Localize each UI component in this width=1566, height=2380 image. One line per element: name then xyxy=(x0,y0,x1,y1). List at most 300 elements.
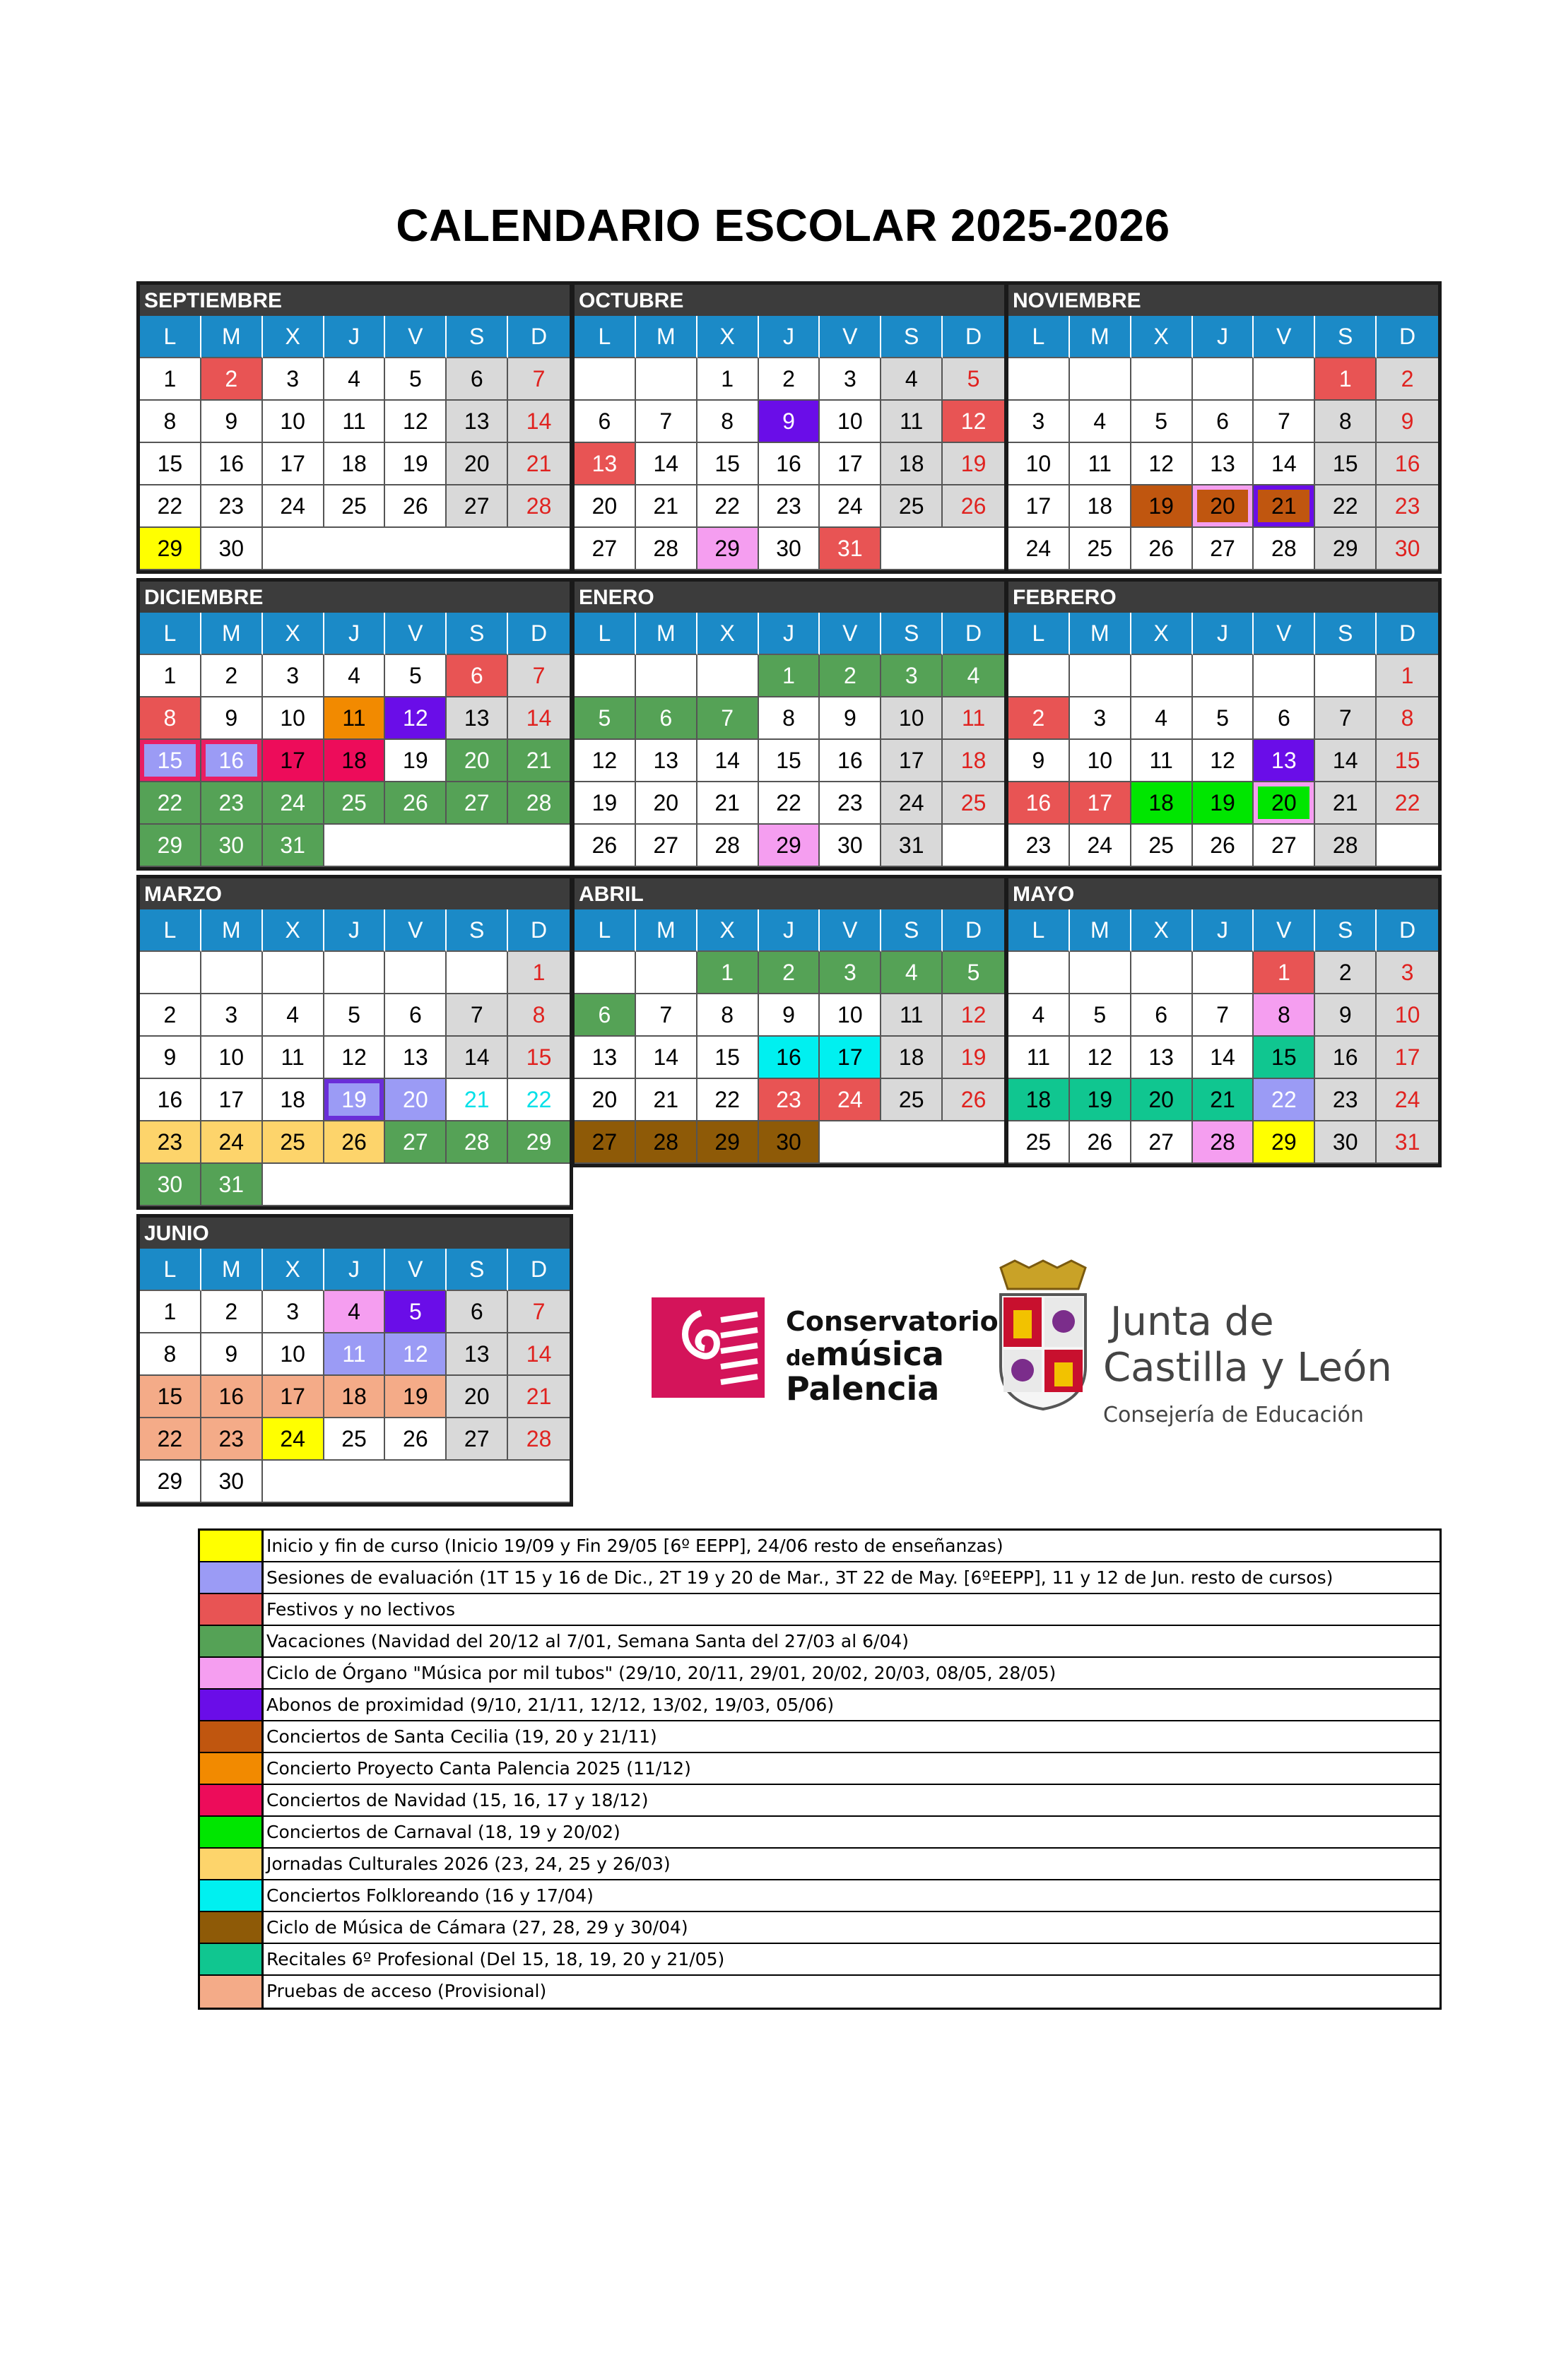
empty-cell xyxy=(1070,655,1131,697)
day-cell: 13 xyxy=(447,401,508,443)
day-cell: 3 xyxy=(1070,697,1131,740)
day-cell: 29 xyxy=(1315,528,1377,570)
weekday-header: X xyxy=(263,1249,324,1291)
empty-cell xyxy=(1193,952,1254,994)
day-cell: 24 xyxy=(263,782,324,825)
month-grid xyxy=(140,316,570,570)
weekday-header: X xyxy=(1131,909,1193,952)
empty-cell xyxy=(447,825,508,867)
day-cell: 27 xyxy=(636,825,697,867)
day-cell: 8 xyxy=(759,697,820,740)
weekday-header: V xyxy=(385,909,447,952)
legend-row xyxy=(200,1817,1440,1849)
weekday-header: V xyxy=(820,909,881,952)
day-cell: 25 xyxy=(881,1079,943,1121)
day-cell: 13 xyxy=(1193,443,1254,485)
month-name: ENERO xyxy=(575,582,1004,613)
day-cell: 27 xyxy=(447,782,508,825)
legend-swatch xyxy=(200,1753,264,1784)
day-cell: 17 xyxy=(1070,782,1131,825)
day-cell: 1 xyxy=(140,1291,201,1333)
day-cell: 17 xyxy=(881,740,943,782)
empty-cell xyxy=(943,528,1004,570)
day-cell: 6 xyxy=(385,994,447,1037)
legend-text: Conciertos de Navidad (15, 16, 17 y 18/12) xyxy=(266,1790,649,1810)
day-cell: 10 xyxy=(1070,740,1131,782)
conservatorio-line1: Conservatorio xyxy=(786,1306,999,1337)
day-cell: 20 xyxy=(385,1079,447,1121)
day-cell: 15 xyxy=(1254,1037,1315,1079)
day-cell: 23 xyxy=(140,1121,201,1164)
day-cell: 30 xyxy=(201,825,263,867)
day-cell: 31 xyxy=(1377,1121,1438,1164)
empty-cell xyxy=(508,528,570,570)
day-cell: 22 xyxy=(1254,1079,1315,1121)
empty-cell xyxy=(263,1461,324,1503)
day-cell: 14 xyxy=(1315,740,1377,782)
day-cell: 18 xyxy=(1008,1079,1070,1121)
day-cell: 19 xyxy=(943,443,1004,485)
day-cell: 2 xyxy=(201,358,263,401)
day-cell: 2 xyxy=(759,952,820,994)
empty-cell xyxy=(820,1121,881,1164)
conservatorio-line2b: música xyxy=(815,1335,944,1373)
day-cell: 3 xyxy=(1377,952,1438,994)
day-cell: 8 xyxy=(508,994,570,1037)
weekday-header: X xyxy=(263,316,324,358)
day-cell: 28 xyxy=(636,1121,697,1164)
day-cell: 9 xyxy=(1315,994,1377,1037)
day-cell: 14 xyxy=(697,740,759,782)
day-cell: 3 xyxy=(820,358,881,401)
day-cell: 8 xyxy=(1254,994,1315,1037)
day-cell: 26 xyxy=(1131,528,1193,570)
legend-swatch xyxy=(200,1785,264,1815)
weekday-header: L xyxy=(140,613,201,655)
day-cell: 18 xyxy=(324,740,386,782)
day-cell: 21 xyxy=(1254,485,1315,528)
weekday-header: S xyxy=(881,316,943,358)
day-cell: 21 xyxy=(1315,782,1377,825)
legend-text: Recitales 6º Profesional (Del 15, 18, 19, 20 y 21/05) xyxy=(266,1949,725,1969)
month-name: MAYO xyxy=(1008,878,1438,909)
day-cell: 22 xyxy=(508,1079,570,1121)
day-cell: 28 xyxy=(508,1418,570,1461)
day-cell: 15 xyxy=(140,740,201,782)
day-cell: 12 xyxy=(943,994,1004,1037)
month-name: MARZO xyxy=(140,878,570,909)
empty-cell xyxy=(324,528,386,570)
day-cell: 19 xyxy=(324,1079,386,1121)
day-cell: 23 xyxy=(820,782,881,825)
day-cell: 8 xyxy=(697,401,759,443)
day-cell: 28 xyxy=(1254,528,1315,570)
day-cell: 24 xyxy=(201,1121,263,1164)
day-cell: 20 xyxy=(1193,485,1254,528)
day-cell: 17 xyxy=(820,443,881,485)
day-cell: 1 xyxy=(759,655,820,697)
day-cell: 19 xyxy=(943,1037,1004,1079)
day-cell: 15 xyxy=(1377,740,1438,782)
day-cell: 4 xyxy=(1070,401,1131,443)
day-cell: 28 xyxy=(697,825,759,867)
month-junio xyxy=(136,1214,573,1507)
weekday-header: M xyxy=(201,1249,263,1291)
legend-row xyxy=(200,1721,1440,1753)
day-cell: 17 xyxy=(1008,485,1070,528)
day-cell: 25 xyxy=(324,782,386,825)
day-cell: 28 xyxy=(508,485,570,528)
day-cell: 31 xyxy=(820,528,881,570)
day-cell: 23 xyxy=(759,485,820,528)
day-cell: 1 xyxy=(140,358,201,401)
weekday-header: J xyxy=(759,909,820,952)
day-cell: 21 xyxy=(636,1079,697,1121)
day-cell: 11 xyxy=(324,401,386,443)
day-cell: 25 xyxy=(943,782,1004,825)
day-cell: 12 xyxy=(324,1037,386,1079)
day-cell: 23 xyxy=(1377,485,1438,528)
day-cell: 20 xyxy=(1131,1079,1193,1121)
empty-cell xyxy=(636,655,697,697)
day-cell: 2 xyxy=(1008,697,1070,740)
day-cell: 19 xyxy=(1070,1079,1131,1121)
day-cell: 5 xyxy=(943,952,1004,994)
empty-cell xyxy=(575,952,636,994)
day-cell: 29 xyxy=(508,1121,570,1164)
day-cell: 12 xyxy=(385,1333,447,1376)
day-cell: 22 xyxy=(759,782,820,825)
day-cell: 25 xyxy=(324,485,386,528)
day-cell: 18 xyxy=(324,443,386,485)
day-cell: 16 xyxy=(1377,443,1438,485)
month-name: FEBRERO xyxy=(1008,582,1438,613)
month-name: DICIEMBRE xyxy=(140,582,570,613)
day-cell: 13 xyxy=(575,443,636,485)
month-marzo xyxy=(136,875,573,1210)
empty-cell xyxy=(1254,358,1315,401)
day-cell: 10 xyxy=(263,401,324,443)
legend-swatch xyxy=(200,1721,264,1752)
day-cell: 4 xyxy=(324,358,386,401)
day-cell: 17 xyxy=(1377,1037,1438,1079)
day-cell: 28 xyxy=(508,782,570,825)
day-cell: 21 xyxy=(1193,1079,1254,1121)
day-cell: 28 xyxy=(1315,825,1377,867)
legend-text: Ciclo de Música de Cámara (27, 28, 29 y 30/04) xyxy=(266,1917,688,1938)
weekday-header: S xyxy=(447,316,508,358)
empty-cell xyxy=(324,1461,386,1503)
day-cell: 22 xyxy=(140,1418,201,1461)
day-cell: 20 xyxy=(575,1079,636,1121)
month-grid xyxy=(1008,316,1438,570)
day-cell: 2 xyxy=(1377,358,1438,401)
weekday-header: V xyxy=(1254,316,1315,358)
day-cell: 25 xyxy=(263,1121,324,1164)
weekday-header: J xyxy=(1193,613,1254,655)
day-cell: 3 xyxy=(881,655,943,697)
day-cell: 30 xyxy=(201,528,263,570)
day-cell: 7 xyxy=(508,1291,570,1333)
empty-cell xyxy=(1008,655,1070,697)
day-cell: 23 xyxy=(1008,825,1070,867)
day-cell: 7 xyxy=(636,401,697,443)
month-grid xyxy=(1008,613,1438,867)
legend-row xyxy=(200,1849,1440,1880)
weekday-header: D xyxy=(943,909,1004,952)
day-cell: 5 xyxy=(575,697,636,740)
month-grid xyxy=(140,1249,570,1503)
day-cell: 30 xyxy=(820,825,881,867)
legend-row xyxy=(200,1944,1440,1976)
month-grid xyxy=(575,613,1004,867)
day-cell: 1 xyxy=(1315,358,1377,401)
day-cell: 19 xyxy=(1131,485,1193,528)
weekday-header: D xyxy=(1377,909,1438,952)
conservatorio-line3: Palencia xyxy=(786,1369,940,1408)
day-cell: 8 xyxy=(1377,697,1438,740)
day-cell: 30 xyxy=(759,1121,820,1164)
day-cell: 16 xyxy=(201,443,263,485)
day-cell: 24 xyxy=(1070,825,1131,867)
day-cell: 20 xyxy=(575,485,636,528)
day-cell: 6 xyxy=(1254,697,1315,740)
day-cell: 18 xyxy=(324,1376,386,1418)
day-cell: 27 xyxy=(1254,825,1315,867)
weekday-header: J xyxy=(324,613,386,655)
day-cell: 29 xyxy=(697,528,759,570)
day-cell: 18 xyxy=(263,1079,324,1121)
weekday-header: J xyxy=(324,1249,386,1291)
day-cell: 23 xyxy=(201,1418,263,1461)
day-cell: 6 xyxy=(447,358,508,401)
day-cell: 1 xyxy=(697,952,759,994)
weekday-header: M xyxy=(201,613,263,655)
weekday-header: V xyxy=(1254,613,1315,655)
day-cell: 24 xyxy=(881,782,943,825)
day-cell: 10 xyxy=(1377,994,1438,1037)
conservatorio-logo xyxy=(652,1292,999,1408)
legend-text: Pruebas de acceso (Provisional) xyxy=(266,1981,547,2001)
day-cell: 14 xyxy=(508,1333,570,1376)
conservatorio-line2a: de xyxy=(786,1346,816,1371)
weekday-header: D xyxy=(508,613,570,655)
day-cell: 15 xyxy=(508,1037,570,1079)
legend-swatch xyxy=(200,1531,264,1561)
day-cell: 25 xyxy=(324,1418,386,1461)
empty-cell xyxy=(385,1461,447,1503)
day-cell: 18 xyxy=(1131,782,1193,825)
day-cell: 13 xyxy=(385,1037,447,1079)
day-cell: 30 xyxy=(1377,528,1438,570)
weekday-header: L xyxy=(1008,613,1070,655)
day-cell: 5 xyxy=(385,358,447,401)
legend-swatch xyxy=(200,1849,264,1879)
day-cell: 29 xyxy=(140,528,201,570)
weekday-header: M xyxy=(1070,613,1131,655)
weekday-header: M xyxy=(1070,316,1131,358)
day-cell: 21 xyxy=(508,740,570,782)
empty-cell xyxy=(1254,655,1315,697)
legend-swatch xyxy=(200,1562,264,1593)
day-cell: 2 xyxy=(820,655,881,697)
month-septiembre xyxy=(136,281,573,574)
day-cell: 7 xyxy=(1193,994,1254,1037)
legend-text: Concierto Proyecto Canta Palencia 2025 (11/12) xyxy=(266,1758,691,1779)
legend-swatch xyxy=(200,1690,264,1720)
day-cell: 27 xyxy=(1193,528,1254,570)
weekday-header: X xyxy=(1131,613,1193,655)
legend-row xyxy=(200,1753,1440,1785)
day-cell: 9 xyxy=(820,697,881,740)
day-cell: 1 xyxy=(140,655,201,697)
month-abril xyxy=(571,875,1008,1167)
day-cell: 28 xyxy=(1193,1121,1254,1164)
day-cell: 12 xyxy=(575,740,636,782)
weekday-header: X xyxy=(697,909,759,952)
empty-cell xyxy=(324,1164,386,1206)
day-cell: 7 xyxy=(697,697,759,740)
day-cell: 8 xyxy=(140,697,201,740)
legend-swatch xyxy=(200,1658,264,1688)
day-cell: 1 xyxy=(697,358,759,401)
day-cell: 22 xyxy=(140,782,201,825)
day-cell: 4 xyxy=(324,1291,386,1333)
day-cell: 5 xyxy=(1070,994,1131,1037)
day-cell: 27 xyxy=(447,485,508,528)
day-cell: 5 xyxy=(1131,401,1193,443)
weekday-header: S xyxy=(1315,909,1377,952)
empty-cell xyxy=(385,952,447,994)
empty-cell xyxy=(1008,358,1070,401)
day-cell: 5 xyxy=(1193,697,1254,740)
day-cell: 20 xyxy=(1254,782,1315,825)
day-cell: 12 xyxy=(385,401,447,443)
day-cell: 7 xyxy=(447,994,508,1037)
day-cell: 2 xyxy=(201,1291,263,1333)
weekday-header: X xyxy=(263,613,324,655)
day-cell: 6 xyxy=(1131,994,1193,1037)
month-diciembre xyxy=(136,578,573,871)
day-cell: 14 xyxy=(636,443,697,485)
weekday-header: X xyxy=(1131,316,1193,358)
day-cell: 17 xyxy=(820,1037,881,1079)
day-cell: 13 xyxy=(636,740,697,782)
day-cell: 19 xyxy=(575,782,636,825)
day-cell: 4 xyxy=(1131,697,1193,740)
empty-cell xyxy=(697,655,759,697)
day-cell: 15 xyxy=(140,443,201,485)
day-cell: 9 xyxy=(140,1037,201,1079)
day-cell: 31 xyxy=(263,825,324,867)
day-cell: 8 xyxy=(140,401,201,443)
weekday-header: S xyxy=(447,1249,508,1291)
junta-line3: Consejería de Educación xyxy=(1103,1403,1364,1427)
day-cell: 5 xyxy=(385,1291,447,1333)
day-cell: 11 xyxy=(1008,1037,1070,1079)
legend-row xyxy=(200,1658,1440,1690)
day-cell: 21 xyxy=(697,782,759,825)
day-cell: 9 xyxy=(201,1333,263,1376)
legend-row xyxy=(200,1562,1440,1594)
month-name: NOVIEMBRE xyxy=(1008,285,1438,316)
legend-row xyxy=(200,1912,1440,1944)
day-cell: 30 xyxy=(201,1461,263,1503)
weekday-header: J xyxy=(1193,909,1254,952)
legend-row xyxy=(200,1531,1440,1562)
day-cell: 11 xyxy=(1070,443,1131,485)
day-cell: 18 xyxy=(881,443,943,485)
day-cell: 16 xyxy=(201,1376,263,1418)
page-title: CALENDARIO ESCOLAR 2025-2026 xyxy=(396,200,1170,251)
day-cell: 9 xyxy=(759,401,820,443)
legend-text: Abonos de proximidad (9/10, 21/11, 12/12, 13/02, 19/03, 05/06) xyxy=(266,1695,835,1715)
day-cell: 6 xyxy=(636,697,697,740)
day-cell: 4 xyxy=(1008,994,1070,1037)
legend-row xyxy=(200,1785,1440,1817)
day-cell: 3 xyxy=(263,655,324,697)
day-cell: 10 xyxy=(263,697,324,740)
empty-cell xyxy=(636,358,697,401)
weekday-header: V xyxy=(385,1249,447,1291)
day-cell: 29 xyxy=(697,1121,759,1164)
legend-row xyxy=(200,1626,1440,1658)
day-cell: 20 xyxy=(447,740,508,782)
day-cell: 16 xyxy=(759,1037,820,1079)
day-cell: 26 xyxy=(324,1121,386,1164)
legend-swatch xyxy=(200,1880,264,1911)
weekday-header: S xyxy=(447,613,508,655)
legend-swatch xyxy=(200,1976,264,2008)
legend-text: Ciclo de Órgano "Música por mil tubos" (29/10, 20/11, 29/01, 20/02, 20/03, 08/05, 28/05) xyxy=(266,1663,1056,1683)
day-cell: 26 xyxy=(575,825,636,867)
day-cell: 3 xyxy=(263,358,324,401)
month-name: OCTUBRE xyxy=(575,285,1004,316)
legend-row xyxy=(200,1880,1440,1912)
day-cell: 13 xyxy=(1254,740,1315,782)
day-cell: 7 xyxy=(508,358,570,401)
weekday-header: V xyxy=(820,316,881,358)
day-cell: 8 xyxy=(1315,401,1377,443)
weekday-header: J xyxy=(759,613,820,655)
empty-cell xyxy=(1070,358,1131,401)
day-cell: 15 xyxy=(759,740,820,782)
day-cell: 25 xyxy=(1070,528,1131,570)
day-cell: 13 xyxy=(447,1333,508,1376)
month-grid xyxy=(140,613,570,867)
day-cell: 23 xyxy=(759,1079,820,1121)
empty-cell xyxy=(263,1164,324,1206)
day-cell: 10 xyxy=(820,401,881,443)
legend-swatch xyxy=(200,1912,264,1943)
day-cell: 26 xyxy=(385,1418,447,1461)
day-cell: 26 xyxy=(1193,825,1254,867)
weekday-header: L xyxy=(575,613,636,655)
day-cell: 7 xyxy=(1315,697,1377,740)
day-cell: 26 xyxy=(385,782,447,825)
empty-cell xyxy=(881,1121,943,1164)
empty-cell xyxy=(943,825,1004,867)
empty-cell xyxy=(881,528,943,570)
day-cell: 23 xyxy=(201,485,263,528)
day-cell: 3 xyxy=(201,994,263,1037)
legend-swatch xyxy=(200,1944,264,1974)
day-cell: 1 xyxy=(1377,655,1438,697)
legend-swatch xyxy=(200,1626,264,1656)
weekday-header: V xyxy=(385,316,447,358)
day-cell: 6 xyxy=(1193,401,1254,443)
month-name: SEPTIEMBRE xyxy=(140,285,570,316)
